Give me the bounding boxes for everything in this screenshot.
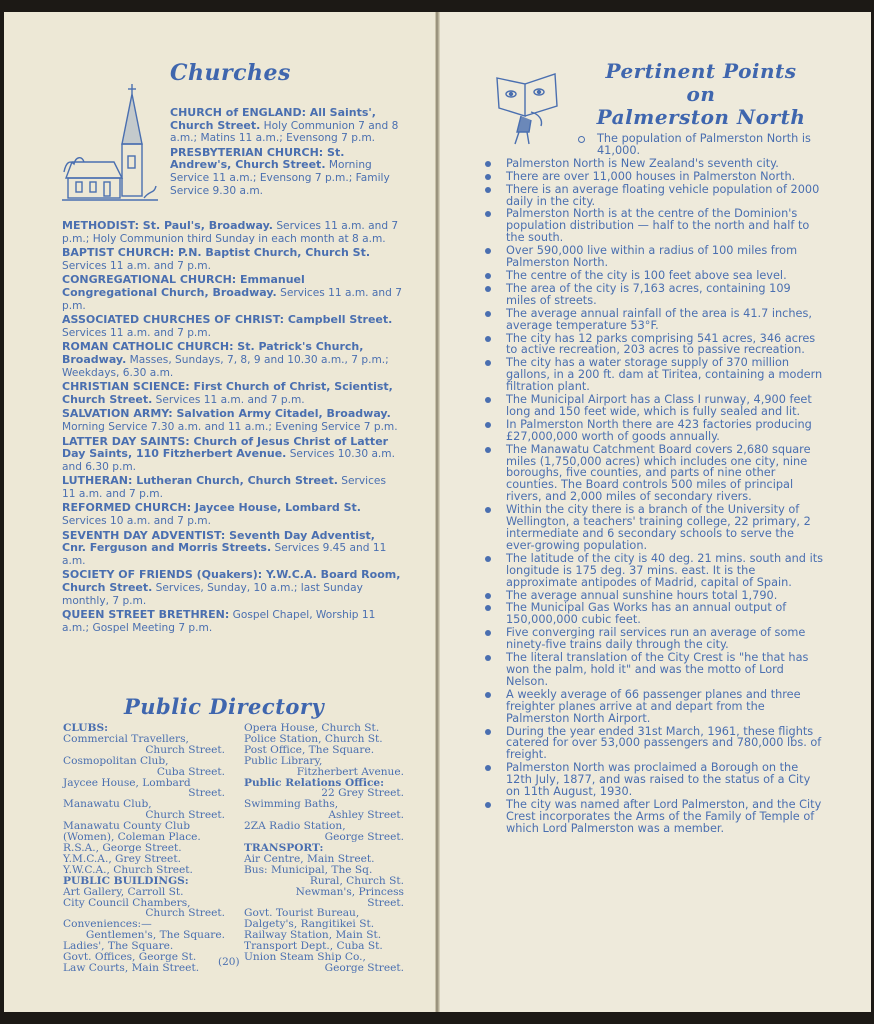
directory-line: Church Street. bbox=[145, 809, 225, 822]
directory-line: TRANSPORT: bbox=[244, 841, 324, 854]
points-list bbox=[502, 133, 824, 836]
point-item: The average annual sunshine hours total 1,790. bbox=[502, 590, 824, 602]
church-entry: PRESBYTERIAN CHURCH: St. Andrew's, Church Street. Morning Service 11 a.m.; Evensong 7 p.m.; Family Service 9.30 a.m. bbox=[170, 145, 390, 197]
directory-line: Post Office, The Square. bbox=[244, 743, 375, 756]
directory-line: Rural, Church St. bbox=[309, 874, 404, 887]
heading-line-3: Palmerston North bbox=[596, 105, 806, 129]
directory-line: Newman's, Princess bbox=[295, 885, 404, 898]
directory-line: Jaycee House, Lombard bbox=[63, 776, 191, 789]
directory-line: Art Gallery, Carroll St. bbox=[63, 885, 184, 898]
church-entry: CHRISTIAN SCIENCE: First Church of Christ, Scientist, Church Street. Services 11 a.m. and 7 p.m. bbox=[62, 380, 393, 406]
church-entry: LUTHERAN: Lutheran Church, Church Street. Services 11 a.m. and 7 p.m. bbox=[62, 474, 386, 500]
point-item: Palmerston North is New Zealand's seventh city. bbox=[502, 158, 824, 170]
directory-line: Opera House, Church St. bbox=[244, 722, 380, 734]
directory-column-1 bbox=[63, 723, 225, 974]
directory-line: Street. bbox=[188, 787, 225, 800]
directory-line: Ashley Street. bbox=[328, 809, 404, 822]
directory-line: George Street. bbox=[324, 831, 404, 844]
point-item: Five converging rail services run an average of some ninety-five trains daily through the city. bbox=[502, 627, 824, 651]
directory-line: PUBLIC BUILDINGS: bbox=[63, 874, 189, 887]
pertinent-points-heading bbox=[576, 60, 826, 129]
point-item: In Palmerston North there are 423 factories producing £27,000,000 worth of goods annually. bbox=[502, 419, 824, 443]
directory-line: Y.M.C.A., Grey Street. bbox=[63, 852, 181, 865]
church-entry: BAPTIST CHURCH: P.N. Baptist Church, Church St. Services 11 a.m. and 7 p.m. bbox=[62, 246, 370, 272]
church-illustration-icon bbox=[62, 82, 158, 204]
directory-line: Church Street. bbox=[145, 907, 225, 920]
point-item: The city was named after Lord Palmerston, and the City Crest incorporates the Arms of the Family of Temple of which Lord Palmerston was a member. bbox=[502, 799, 824, 835]
churches-heading: Churches bbox=[170, 60, 291, 86]
directory-line: George Street. bbox=[324, 961, 404, 974]
directory-line: Public Library, bbox=[244, 754, 323, 767]
point-item: The Municipal Airport has a Class I runway, 4,900 feet long and 150 feet wide, which is fully sealed and lit. bbox=[502, 394, 824, 418]
church-list bbox=[62, 220, 402, 636]
point-item: The Manawatu Catchment Board covers 2,680 square miles (1,750,000 acres) which includes one city, nine boroughs, five counties, and parts of nine other counties. The Board controls 500 miles of principal rivers, and 2,000 miles of secondary rivers. bbox=[502, 444, 824, 504]
directory-line: Conveniences:— bbox=[63, 918, 152, 931]
left-page bbox=[4, 12, 436, 1012]
point-item: Palmerston North is at the centre of the Dominion's population distribution — half to the north and half to the south. bbox=[502, 208, 824, 244]
directory-line: CLUBS: bbox=[63, 722, 109, 734]
point-item: The city has 12 parks comprising 541 acres, 346 acres to active recreation, 203 acres to passive recreation. bbox=[502, 333, 824, 357]
point-item: The Municipal Gas Works has an annual output of 150,000,000 cubic feet. bbox=[502, 602, 824, 626]
directory-line: Manawatu County Club bbox=[63, 820, 190, 833]
directory-line: Railway Station, Main St. bbox=[244, 929, 382, 942]
directory-line: Govt. Offices, George St. bbox=[63, 951, 197, 964]
directory-line: City Council Chambers, bbox=[63, 896, 191, 909]
directory-line: Govt. Tourist Bureau, bbox=[244, 907, 360, 920]
directory-line: Cuba Street. bbox=[156, 765, 225, 778]
point-item: A weekly average of 66 passenger planes and three freighter planes arrive at and depart from the Palmerston North Airport. bbox=[502, 689, 824, 725]
heading-line-1: Pertinent Points bbox=[605, 59, 797, 83]
directory-line: Air Centre, Main Street. bbox=[244, 852, 375, 865]
church-entry: SOCIETY OF FRIENDS (Quakers): Y.W.C.A. Board Room, Church Street. Services, Sunday, 10 a.m.; last Sunday monthly, 7 p.m. bbox=[62, 568, 401, 607]
directory-line: Street. bbox=[367, 896, 404, 909]
directory-line: Dalgety's, Rangitikei St. bbox=[244, 918, 375, 931]
directory-line: Fitzherbert Avenue. bbox=[296, 765, 404, 778]
church-entry: ASSOCIATED CHURCHES OF CHRIST: Campbell Street. Services 11 a.m. and 7 p.m. bbox=[62, 313, 393, 339]
directory-line: Y.W.C.A., Church Street. bbox=[63, 863, 193, 876]
point-item: The city has a water storage supply of 370 million gallons, in a 200 ft. dam at Tiritea, containing a modern filtration plant. bbox=[502, 357, 824, 393]
directory-line: Commercial Travellers, bbox=[63, 732, 189, 745]
point-item: Over 590,000 live within a radius of 100 miles from Palmerston North. bbox=[502, 245, 824, 269]
directory-line: Police Station, Church St. bbox=[244, 732, 383, 745]
church-entry: CONGREGATIONAL CHURCH: Emmanuel Congregational Church, Broadway. Services 11 a.m. and 7 p.m. bbox=[62, 273, 402, 312]
church-entry: SEVENTH DAY ADVENTIST: Seventh Day Adventist, Cnr. Ferguson and Morris Streets. Services 9.45 and 11 a.m. bbox=[62, 528, 387, 567]
point-item: During the year ended 31st March, 1961, these flights catered for over 53,000 passengers and 780,000 lbs. of freight. bbox=[502, 726, 824, 762]
church-entry: SALVATION ARMY: Salvation Army Citadel, Broadway. Morning Service 7.30 a.m. and 11 a.m.; Evening Service 7 p.m. bbox=[62, 407, 398, 433]
point-item: The literal translation of the City Crest is "he that has won the palm, hold it" and was the motto of Lord Nelson. bbox=[502, 652, 824, 688]
directory-line: 2ZA Radio Station, bbox=[244, 820, 346, 833]
point-item: The population of Palmerston North is 41,000. bbox=[502, 133, 824, 157]
church-entry: METHODIST: St. Paul's, Broadway. Services 11 a.m. and 7 p.m.; Holy Communion third Sunday in each month at 8 a.m. bbox=[62, 219, 399, 245]
directory-line: Bus: Municipal, The Sq. bbox=[244, 863, 373, 876]
point-item: The latitude of the city is 40 deg. 21 mins. south and its longitude is 175 deg. 37 mins. east. It is the approximate antipodes of Madrid, capital of Spain. bbox=[502, 553, 824, 589]
point-item: Within the city there is a branch of the University of Wellington, a teachers' training college, 22 primary, 2 intermediate and 6 secondary schools to serve the ever-growing population. bbox=[502, 504, 824, 552]
directory-column-2 bbox=[244, 723, 404, 974]
public-directory-heading: Public Directory bbox=[124, 694, 325, 719]
directory-line: Manawatu Club, bbox=[63, 798, 152, 811]
directory-line: Transport Dept., Cuba St. bbox=[244, 940, 383, 953]
directory-line: Public Relations Office: bbox=[244, 776, 385, 789]
point-item: The area of the city is 7,163 acres, containing 109 miles of streets. bbox=[502, 283, 824, 307]
point-item: There is an average floating vehicle population of 2000 daily in the city. bbox=[502, 184, 824, 208]
heading-line-2: on bbox=[686, 82, 716, 106]
directory-line: Swimming Baths, bbox=[244, 798, 339, 811]
page-number: (20) bbox=[218, 956, 240, 968]
point-item: The centre of the city is 100 feet above sea level. bbox=[502, 270, 824, 282]
directory-line: Ladies', The Square. bbox=[63, 940, 174, 953]
directory-line: Cosmopolitan Club, bbox=[63, 754, 169, 767]
point-item: There are over 11,000 houses in Palmerston North. bbox=[502, 171, 824, 183]
right-page bbox=[439, 12, 871, 1012]
church-entry: CHURCH of ENGLAND: All Saints', Church Street. Holy Communion 7 and 8 a.m.; Matins 11 a.m.; Evensong 7 p.m. bbox=[170, 106, 399, 145]
directory-line: Gentlemen's, The Square. bbox=[85, 929, 225, 942]
directory-line: Union Steam Ship Co., bbox=[244, 951, 366, 964]
directory-line: (Women), Coleman Place. bbox=[63, 831, 201, 844]
church-entry: QUEEN STREET BRETHREN: Gospel Chapel, Worship 11 a.m.; Gospel Meeting 7 p.m. bbox=[62, 608, 376, 634]
directory-line: 22 Grey Street. bbox=[321, 787, 404, 800]
directory-line: Church Street. bbox=[145, 743, 225, 756]
church-entry: REFORMED CHURCH: Jaycee House, Lombard St. Services 10 a.m. and 7 p.m. bbox=[62, 501, 361, 528]
point-item: Palmerston North was proclaimed a Borough on the 12th July, 1877, and was raised to the status of a City on 11th August, 1930. bbox=[502, 762, 824, 798]
point-item: The average annual rainfall of the area is 41.7 inches, average temperature 53°F. bbox=[502, 308, 824, 332]
church-entry: ROMAN CATHOLIC CHURCH: St. Patrick's Church, Broadway. Masses, Sundays, 7, 8, 9 and 10.30 a.m., 7 p.m.; Weekdays, 6.30 a.m. bbox=[62, 340, 389, 379]
directory-line: R.S.A., George Street. bbox=[63, 841, 182, 854]
directory-line: Law Courts, Main Street. bbox=[63, 961, 200, 974]
church-entry: LATTER DAY SAINTS: Church of Jesus Christ of Latter Day Saints, 110 Fitzherbert Avenue. Services 10.30 a.m. and 6.30 p.m. bbox=[62, 434, 395, 473]
church-list-top bbox=[170, 107, 402, 199]
